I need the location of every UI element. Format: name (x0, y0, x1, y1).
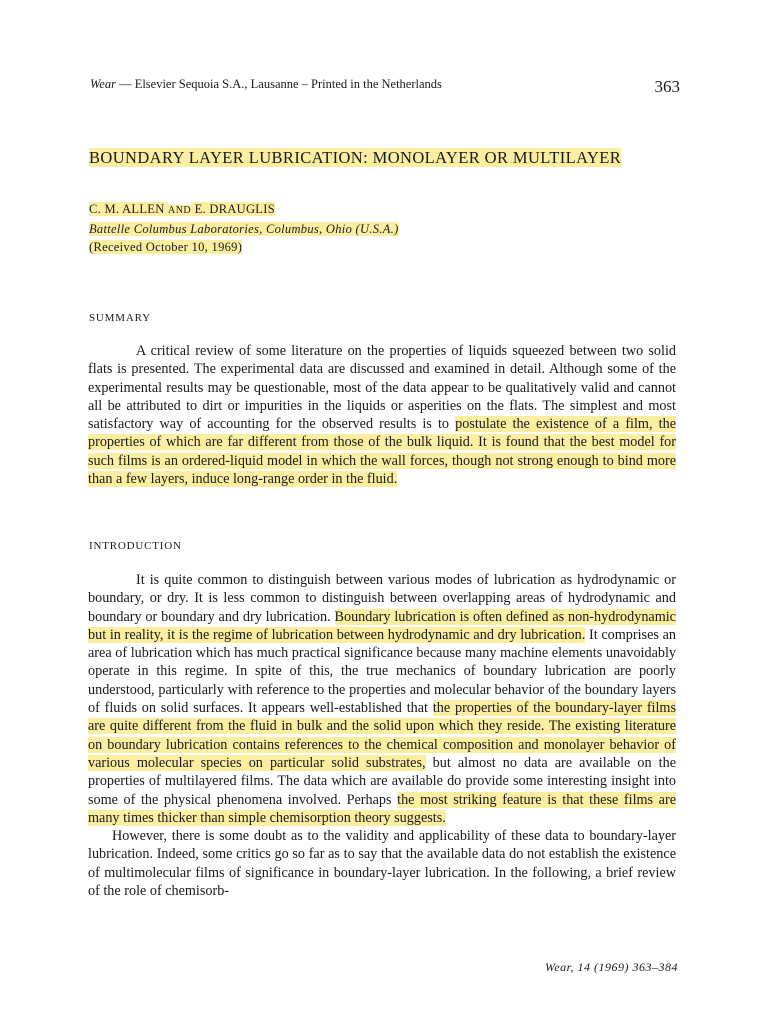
intro-text-d: but almost no data are available on the properties of multilayered films. The data which are available do provide some interesting insight into some of the physical phenomena involved. Perhaps (88, 754, 676, 808)
affiliation-text: Battelle Columbus Laboratories, Columbus, Ohio (U.S.A.) (89, 222, 399, 236)
article-title-text: BOUNDARY LAYER LUBRICATION: MONOLAYER OR MULTILAYER (89, 148, 622, 167)
journal-line (90, 77, 442, 92)
introduction-heading: INTRODUCTION (89, 540, 182, 552)
summary-heading: SUMMARY (89, 312, 151, 324)
affiliation (89, 220, 399, 238)
author-2: E. DRAUGLIS (194, 202, 275, 216)
author-1: C. M. ALLEN (89, 202, 165, 216)
intro-text-a: It is quite common to distinguish between various modes of lubrication as hydrodynamic or boundary, or dry. It is less common to distinguish between overlapping areas of hydrodynamic and boundary or boundary and dry lubrication. (88, 572, 676, 625)
introduction-body (88, 571, 676, 900)
intro-text-c: It comprises an area of lubrication which has much practical significance because many machine elements unavoidably operate in this regime. In spite of this, the true mechanics of boundary lubrication are poorly understood, particularly with reference to the properties and molecular behavior of the boundary layers of fluids on solid surfaces. It appears well-established that (88, 626, 676, 717)
page-footer-citation: Wear, 14 (1969) 363–384 (544, 960, 678, 974)
page-header (90, 77, 680, 101)
introduction-paragraph-1 (88, 571, 676, 827)
intro-highlight-2: but in reality, it is the regime of lubrication between hydrodynamic and dry lubrication. (88, 626, 586, 643)
author-block (89, 200, 399, 256)
article-title (89, 148, 621, 168)
intro-highlight-3: the properties of the boundary-layer films are quite different from the fluid in bulk and the solid upon which they reside. The existing literature on boundary lubrication contains references to the chemical composition and monolayer behavior of various molecular species on particular solid substrates, (88, 700, 676, 771)
introduction-paragraph-2: However, there is some doubt as to the validity and applicability of these data to boundary-layer lubrication. Indeed, some critics go so far as to say that the available data do not establish the existence of multimolecular films of significance in boundary-layer lubrication. In the following, a brief review of the role of chemisorb- (88, 828, 676, 900)
author-names (89, 200, 399, 220)
intro-highlight-1: Boundary lubrication is often defined as non-hydrodynamic (334, 608, 676, 625)
intro-highlight-4: the most striking feature is that these films are many times thicker than simple chemisorption theory suggests. (88, 791, 676, 826)
journal-name: Wear (90, 77, 116, 91)
summary-highlight: postulate the existence of a film, the properties of which are far different from those of the bulk liquid. It is found that the best model for such films is an ordered-liquid model in which the wall forces, though not strong enough to bind more than a few layers, induce long-range order in the fluid. (88, 416, 676, 488)
publisher-line: — Elsevier Sequoia S.A., Lausanne – Printed in the Netherlands (115, 77, 442, 91)
summary-paragraph (88, 342, 676, 488)
summary-text: A critical review of some literature on the properties of liquids squeezed between two solid flats is presented. The experimental data are discussed and examined in detail. Although some of the experimental results may be questionable, most of the data appear to be qualitatively valid and cannot all be attributed to dirt or impurities in the liquids or asperities on the flats. The simplest and most satisfactory way of accounting for the observed results is to (88, 343, 676, 433)
author-and: AND (167, 205, 192, 216)
received-text: (Received October 10, 1969) (89, 240, 243, 254)
received-date (89, 238, 399, 256)
page-number: 363 (654, 77, 680, 96)
